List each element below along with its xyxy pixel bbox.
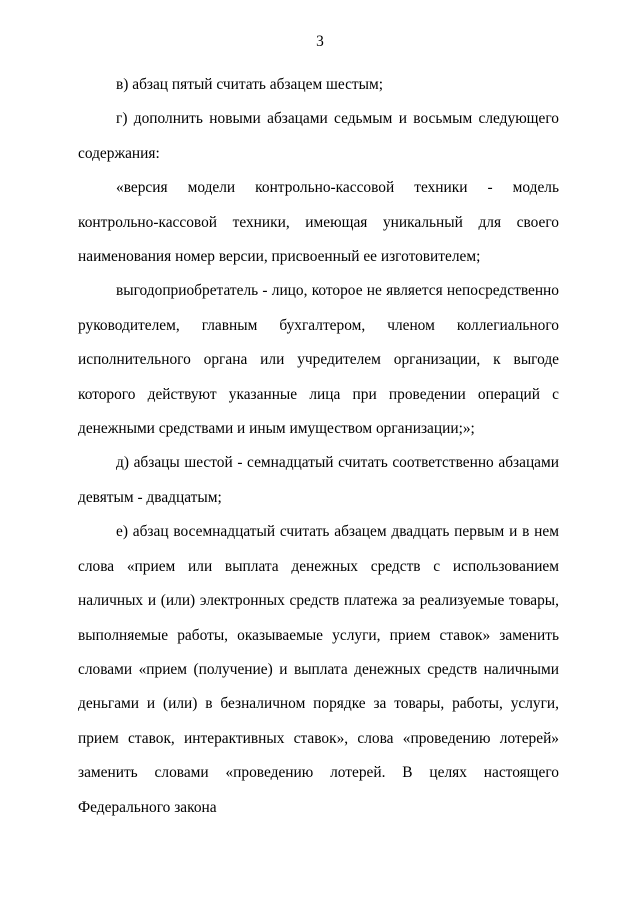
paragraph-g: г) дополнить новыми абзацами седьмым и восьмым следующего содержания: [78,110,559,162]
document-body [78,68,559,825]
paragraph-e: е) абзац восемнадцатый считать абзацем двадцать первым и в нем слова «прием или выплата денежных средств с использованием наличных и (или) электронных средств платежа за реализуемые товары, выполняемые работы, оказываемые услуги, прием ставок» заменить словами «прием (получение) и выплата денежных средств наличными деньгами и (или) в безналичном порядке за товары, работы, услуги, прием ставок, интерактивных ставок», слова «проведению лотерей» заменить словами «проведению лотерей. В целях настоящего Федерального закона [78,523,559,816]
page-number: 3 [316,33,324,50]
paragraph-definition-version: «версия модели контрольно-кассовой техники - модель контрольно-кассовой техники, имеющая уникальный для своего наименования номер версии, присвоенный ее изготовителем; [78,179,559,266]
paragraph-definition-beneficiary: выгодоприобретатель - лицо, которое не является непосредственно руководителем, главным бухгалтером, членом коллегиального исполнительного органа или учредителем организации, к выгоде которого действуют указанные лица при проведении операций с денежными средствами и иным имуществом организации;»; [78,282,559,438]
paragraph-v: в) абзац пятый считать абзацем шестым; [116,76,384,93]
paragraph-d: д) абзацы шестой - семнадцатый считать соответственно абзацами девятым - двадцатым; [78,454,559,506]
